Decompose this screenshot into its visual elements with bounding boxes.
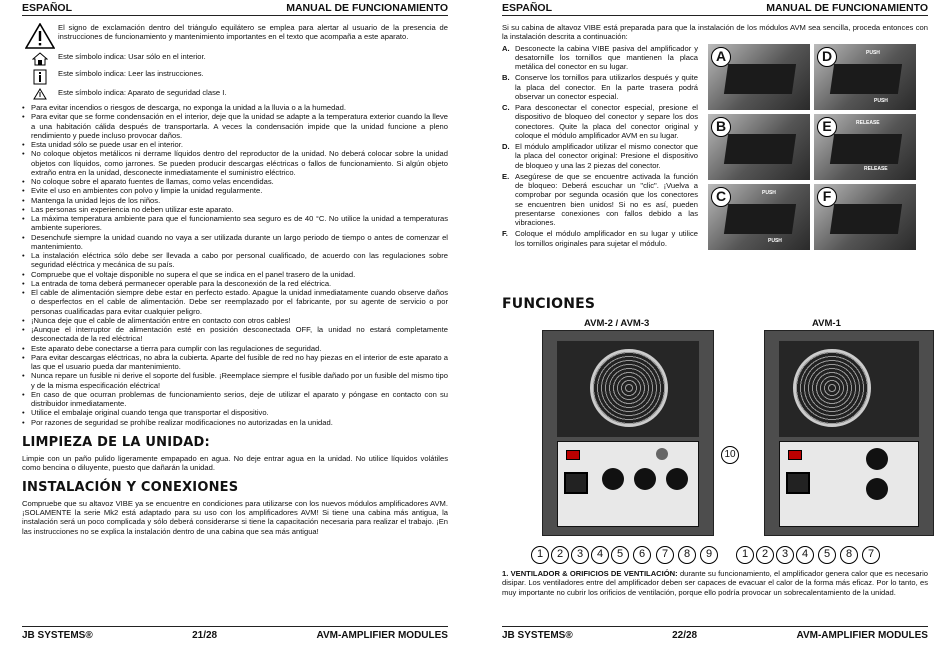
symbol-text: El signo de exclamación dentro del triángulo equilátero se emplea para alertar al usuario de la presencia de instrucciones de funcionamiento y mantenimiento importantes en el texto que acompaña a este aparato. <box>58 23 448 42</box>
list-item: • En caso de que ocurran problemas de funcionamiento serios, deje de utilizar el aparato y póngase en contacto con su distribuidor inmediatamente. <box>22 390 448 409</box>
callout-number: 2 <box>551 546 569 564</box>
page-header <box>502 2 928 16</box>
step-text: El módulo amplificador utilizar el mismo conector que la placa del conector original: Presione el dispositivo de bloqueo y una las 2 piezas del conector. <box>515 142 698 170</box>
footer-product: AVM-AMPLIFIER MODULES <box>316 629 448 641</box>
callout-number: 8 <box>678 546 696 564</box>
step-list <box>502 44 698 250</box>
xlr-output <box>866 478 888 500</box>
function-item-1-text: durante su funcionamiento, el amplificador genera calor que es necesario disipar. Los ventiladores entre del amplificador deben ser capaces de evacuar el calor de la forma más eficaz. Por lo tanto, es muy importante no cubrir los orificios de ventilación, porque ello podría provocar un sobrecalentamiento de la unidad. <box>502 569 928 597</box>
step-letter: D. <box>502 142 510 151</box>
list-item: • Para evitar descargas eléctricas, no abra la cubierta. Aparte del fusible de red no hay piezas en el interior de este aparato a las que el usuario pueda dar mantenimiento. <box>22 353 448 372</box>
list-item: • La máxima temperatura ambiente para que el funcionamiento sea seguro es de 40 °C. No utilice la unidad a temperaturas ambiente superiores. <box>22 214 448 233</box>
function-item-1-title: 1. VENTILADOR & ORIFICIOS DE VENTILACIÓN: <box>502 569 678 578</box>
list-item: • No coloque sobre el aparato fuentes de llamas, como velas encendidas. <box>22 177 448 186</box>
list-item: • Utilice el embalaje original cuando tenga que transportar el dispositivo. <box>22 408 448 417</box>
step-letter: C. <box>502 103 510 112</box>
push-tag: PUSH <box>874 97 888 104</box>
list-item: • Por razones de seguridad se prohíbe realizar modificaciones no autorizadas en la unidad. <box>22 418 448 427</box>
xlr-input <box>866 448 888 470</box>
step-item <box>502 103 698 140</box>
list-item: • Este aparato debe conectarse a tierra para cumplir con las regulaciones de seguridad. <box>22 344 448 353</box>
page-number: 22/28 <box>672 629 698 641</box>
symbol-text: Este símbolo indica: Leer las instrucciones. <box>58 69 204 78</box>
photo-f <box>814 184 916 250</box>
step-item <box>502 44 698 72</box>
photo-label: E <box>817 117 837 137</box>
xlr-input <box>634 468 656 490</box>
callout-number: 4 <box>591 546 609 564</box>
list-item: • No coloque objetos metálicos ni derrame líquidos dentro del reproductor de la unidad. No deberá colocar sobre la unidad objetos con líquidos, como jarrones. Se pueden producir descargas eléctricas o fallos de funcionamiento. Si algún objeto extraño entra en la unidad, desconecte inmediatamente el suministro eléctrico. <box>22 149 448 177</box>
header-language: ESPAÑOL <box>22 2 72 14</box>
page-number: 21/28 <box>192 629 218 641</box>
symbol-text: Este símbolo indica: Aparato de seguridad clase I. <box>58 88 227 97</box>
callout-number: 6 <box>633 546 651 564</box>
symbol-row <box>22 88 448 100</box>
list-item: • ¡Nunca deje que el cable de alimentación entre en contacto con otros cables! <box>22 316 448 325</box>
push-tag: PUSH <box>762 189 776 196</box>
step-text: Para desconectar el conector especial, presione el dispositivo de bloqueo del conector y separe los dos conectores. Quite la placa del conector original y coloque el módulo amplificador AVM en su lugar. <box>515 103 698 140</box>
power-inlet <box>564 472 588 494</box>
step-item <box>502 73 698 101</box>
list-item: • Las personas sin experiencia no deben utilizar este aparato. <box>22 205 448 214</box>
push-tag: PUSH <box>768 237 782 244</box>
page-header <box>22 2 448 16</box>
list-item: • Compruebe que el voltaje disponible no supera el que se indica en el panel trasero de la unidad. <box>22 270 448 279</box>
list-item: • El cable de alimentación siempre debe estar en perfecto estado. Apague la unidad inmediatamente cuando observe daños o desperfectos en el cable de alimentación. Debe ser reemplazado por el fabricante, por su agente de servicio o por personas cualificadas para evitar cualquier peligro. <box>22 288 448 316</box>
power-inlet <box>786 472 810 494</box>
page-21 <box>0 0 470 659</box>
page-content <box>22 23 448 536</box>
read-instructions-icon <box>22 69 58 85</box>
step-item <box>502 172 698 228</box>
list-item: • ¡Aunque el interruptor de alimentación esté en posición desconectada OFF, la unidad no estará completamente desconectada de la red eléctrica! <box>22 325 448 344</box>
list-item: • Para evitar incendios o riesgos de descarga, no exponga la unidad a la lluvia o a la humedad. <box>22 103 448 112</box>
footer-product: AVM-AMPLIFIER MODULES <box>796 629 928 641</box>
model-label-avm1: AVM-1 <box>812 318 841 329</box>
header-title: MANUAL DE FUNCIONAMIENTO <box>286 2 448 14</box>
callout-number: 2 <box>756 546 774 564</box>
callout-number: 7 <box>862 546 880 564</box>
install-photos <box>708 44 916 250</box>
list-item: • Para evitar que se forme condensación en el interior, deje que la unidad se adapte a la temperatura exterior cuando la lleve a una habitación cálida después de transportarla. A veces la condensación impide que la unidad funcione a pleno rendimiento y puede incluso provocar daños. <box>22 112 448 140</box>
xlr-output <box>666 468 688 490</box>
callout-10: 10 <box>721 446 739 464</box>
callout-number: 5 <box>818 546 836 564</box>
callout-number: 4 <box>796 546 814 564</box>
install-intro: Si su cabina de altavoz VIBE está preparada para que la instalación de los módulos AVM sea sencilla, proceda entonces con la instalación descrita a continuación: <box>502 23 928 42</box>
photo-d <box>814 44 916 110</box>
list-item: • Evite el uso en ambientes con polvo y limpie la unidad regularmente. <box>22 186 448 195</box>
list-item: • Esta unidad sólo se puede usar en el interior. <box>22 140 448 149</box>
symbol-row <box>22 52 448 66</box>
cleaning-heading: LIMPIEZA DE LA UNIDAD: <box>22 434 210 450</box>
safety-list <box>22 103 448 427</box>
function-item-1 <box>502 569 928 597</box>
list-item: • La instalación eléctrica sólo debe ser llevada a cabo por personal cualificado, de acuerdo con las regulaciones sobre seguridad eléctrica y mecánica de su país. <box>22 251 448 270</box>
callout-number: 1 <box>736 546 754 564</box>
model-label-avm2-3: AVM-2 / AVM-3 <box>584 318 650 329</box>
functions-heading: FUNCIONES <box>502 296 596 312</box>
step-letter: F. <box>502 229 508 239</box>
release-tag: RELEASE <box>856 119 880 126</box>
symbol-row <box>22 69 448 85</box>
callout-number: 7 <box>656 546 674 564</box>
speakon-output <box>602 468 624 490</box>
avm2-3-panel-image <box>542 330 714 536</box>
class-1-device-icon <box>22 88 58 100</box>
photo-e <box>814 114 916 180</box>
avm1-panel-image <box>764 330 934 536</box>
photo-label: F <box>817 187 837 207</box>
power-switch <box>566 450 580 460</box>
callout-number: 1 <box>531 546 549 564</box>
footer-brand: JB SYSTEMS® <box>22 629 93 641</box>
page-22 <box>480 0 950 659</box>
callout-number: 8 <box>840 546 858 564</box>
page-footer <box>502 626 928 642</box>
page-footer <box>22 626 448 642</box>
push-tag: PUSH <box>866 49 880 56</box>
callout-number: 3 <box>776 546 794 564</box>
footer-brand: JB SYSTEMS® <box>502 629 573 641</box>
step-item <box>502 142 698 170</box>
fan-grille-icon <box>793 349 871 427</box>
photo-c <box>708 184 810 250</box>
callout-number: 3 <box>571 546 589 564</box>
warning-triangle-icon <box>22 23 58 49</box>
release-tag: RELEASE <box>864 165 888 172</box>
step-text: Asegúrese de que se encuentre activada la función de bloqueo: Deberá escuchar un "clic". ¡Vuelva a comprobar por segunda ocasión que los conectores se encuentren bien unidos! Si no es así, pueden presentarse conexiones con fallos debido a las vibraciones. <box>515 171 698 227</box>
list-item: • Desenchufe siempre la unidad cuando no vaya a ser utilizada durante un largo periodo de tiempo o antes de comenzar el mantenimiento. <box>22 233 448 252</box>
cleaning-text: Limpie con un paño pulido ligeramente empapado en agua. No deje entrar agua en la unidad. No utilice líquidos volátiles como bencina o diluyente, puesto que dañarán la unidad. <box>22 453 448 472</box>
list-item: • Mantenga la unidad lejos de los niños. <box>22 196 448 205</box>
step-text: Coloque el módulo amplificador en su lugar y utilice los tornillos originales para sujetar el módulo. <box>515 229 698 248</box>
gain-knob <box>656 448 668 460</box>
power-switch <box>788 450 802 460</box>
step-text: Desconecte la cabina VIBE pasiva del amplificador y desatornille los tornillos que mantienen la placa metálica del conector en su lugar. <box>515 43 698 71</box>
list-item: • Nunca repare un fusible ni derive el soporte del fusible. ¡Reemplace siempre el fusible dañado por un fusible del mismo tipo y de la misma especificación eléctrica! <box>22 371 448 390</box>
symbol-text: Este símbolo indica: Usar sólo en el interior. <box>58 52 206 61</box>
fan-grille-icon <box>590 349 668 427</box>
callout-number: 5 <box>611 546 629 564</box>
callout-number: 9 <box>700 546 718 564</box>
step-letter: B. <box>502 73 510 83</box>
indoor-use-icon <box>22 52 58 66</box>
photo-label: C <box>711 187 731 207</box>
header-title: MANUAL DE FUNCIONAMIENTO <box>766 2 928 14</box>
photo-label: B <box>711 117 731 137</box>
photo-a <box>708 44 810 110</box>
symbol-row <box>22 23 448 49</box>
header-language: ESPAÑOL <box>502 2 552 14</box>
step-text: Conserve los tornillos para utilizarlos después y quite la placa del conector. En la parte trasera podrá observar un conector especial. <box>515 73 698 101</box>
photo-label: D <box>817 47 837 67</box>
install-steps <box>502 44 928 250</box>
page-content <box>502 23 928 250</box>
step-letter: A. <box>502 43 510 53</box>
installation-text: Compruebe que su altavoz VIBE ya se encuentre en condiciones para utilizarse con los nuevos módulos amplificadores AVM. ¡SOLAMENTE la serie Mk2 está adaptado para su uso con los amplificadores AVM! Si tiene una cabina más antigua, la instalación será un poco complicada y sólo deberá considerarse si tiene la capacitación necesaria para realizar el trabajo. ¡En las instrucciones no se explica la instalación dentro de una cabina que sea más antigua! <box>22 498 448 536</box>
step-letter: E. <box>502 171 510 181</box>
installation-heading: INSTALACIÓN Y CONEXIONES <box>22 480 239 496</box>
photo-label: A <box>711 47 731 67</box>
list-item: • La entrada de toma deberá permanecer operable para la desconexión de la red eléctrica. <box>22 279 448 288</box>
photo-b <box>708 114 810 180</box>
step-item <box>502 229 698 248</box>
